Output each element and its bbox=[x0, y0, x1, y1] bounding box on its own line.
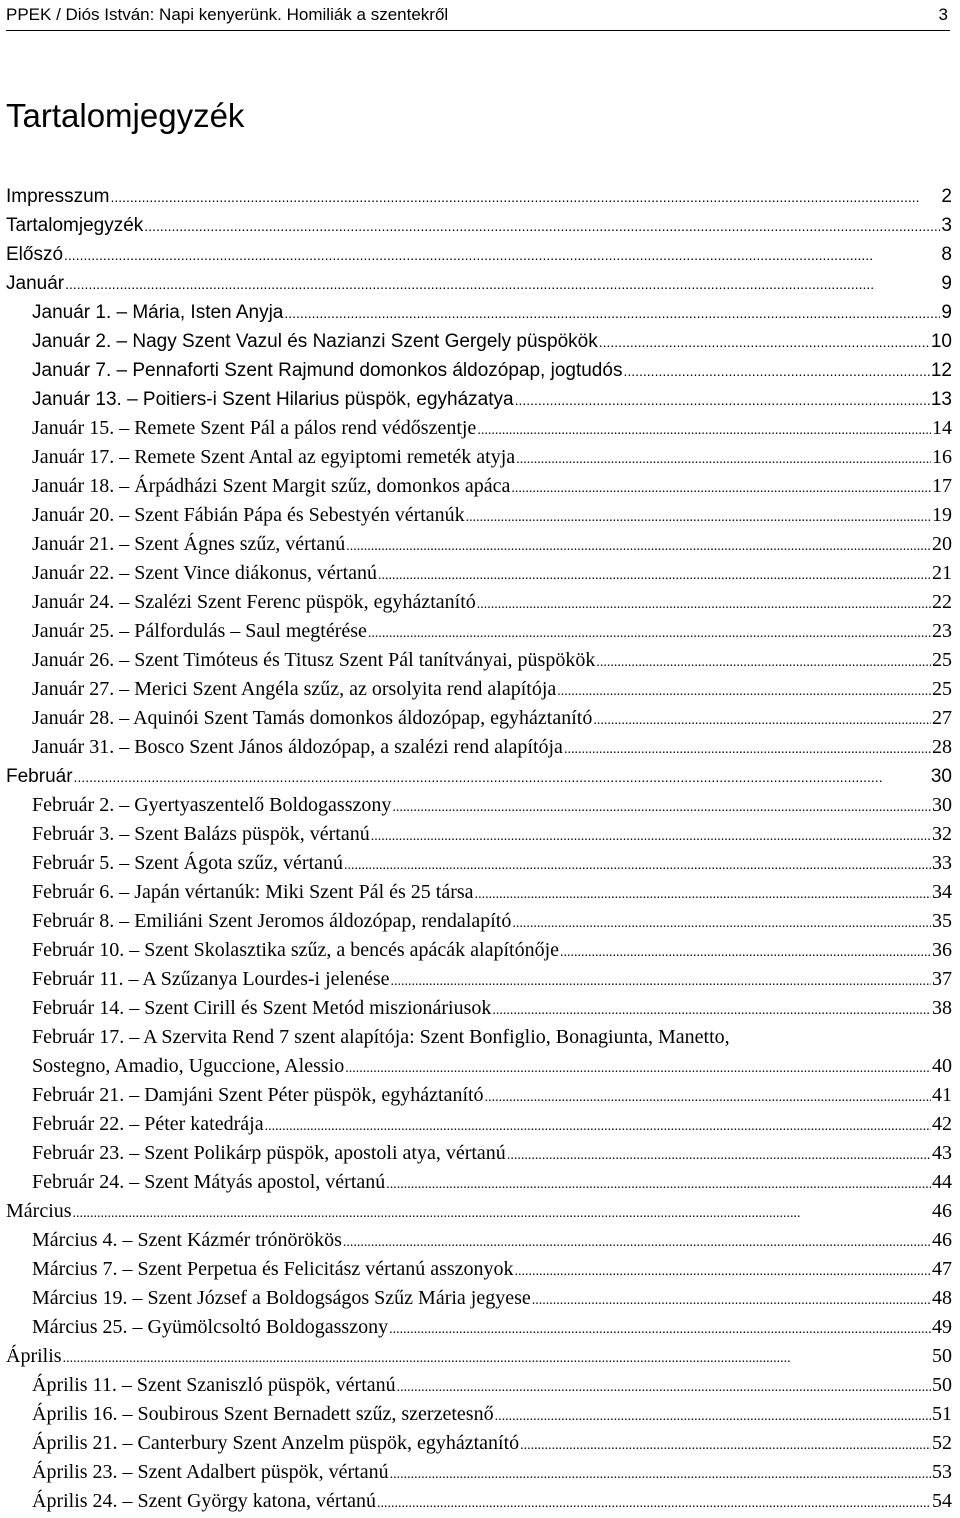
toc-dot-leader bbox=[389, 1313, 931, 1344]
toc-dot-leader bbox=[477, 414, 931, 445]
toc-section-entry[interactable] bbox=[6, 1342, 952, 1371]
toc-entry-title: Január 20. – Szent Fábián Pápa és Sebestyén vértanúk bbox=[32, 504, 465, 526]
toc-dot-leader bbox=[64, 240, 940, 270]
toc-page-number: 50 bbox=[932, 1345, 952, 1367]
toc-entry-title: Január 2. – Nagy Szent Vazul és Nazianzi Szent Gergely püspökök bbox=[32, 331, 598, 352]
toc-entry-title: Április 23. – Szent Adalbert püspök, vértanú bbox=[32, 1461, 389, 1483]
toc-entry[interactable] bbox=[6, 356, 952, 385]
toc-page-number: 21 bbox=[932, 562, 952, 584]
toc-page-number: 47 bbox=[932, 1258, 952, 1280]
toc-page-number: 42 bbox=[932, 1113, 952, 1135]
toc-page-number: 51 bbox=[932, 1403, 952, 1425]
toc-dot-leader bbox=[507, 1139, 931, 1170]
toc-entry-title: Január 26. – Szent Timóteus és Titusz Szent Pál tanítványai, püspökök bbox=[32, 649, 596, 671]
toc-dot-leader bbox=[485, 1081, 931, 1112]
toc-page-number: 3 bbox=[941, 215, 952, 236]
toc-page-number: 46 bbox=[932, 1229, 952, 1251]
toc-entry-title: Január 21. – Szent Ágnes szűz, vértanú bbox=[32, 533, 346, 555]
toc-entry[interactable] bbox=[6, 327, 952, 356]
toc-entry[interactable] bbox=[6, 298, 952, 327]
toc-page-number: 23 bbox=[932, 620, 952, 642]
toc-page-number: 50 bbox=[932, 1374, 952, 1396]
toc-page-number: 43 bbox=[932, 1142, 952, 1164]
toc-entry[interactable] bbox=[6, 704, 952, 733]
toc-section-entry[interactable] bbox=[6, 240, 952, 269]
toc-section-entry[interactable] bbox=[6, 269, 952, 298]
toc-entry-title: Január 27. – Merici Szent Angéla szűz, az orsolyita rend alapítója bbox=[32, 678, 557, 700]
toc-dot-leader bbox=[377, 1487, 931, 1518]
toc-page-number: 32 bbox=[932, 823, 952, 845]
header-title: PPEK / Diós István: Napi kenyerünk. Homiliák a szentekről bbox=[6, 5, 449, 24]
toc-page-number: 20 bbox=[932, 533, 952, 555]
toc-entry[interactable] bbox=[6, 1226, 952, 1255]
toc-page-number: 33 bbox=[932, 852, 952, 874]
toc-entry-title: Impresszum bbox=[6, 186, 110, 207]
toc-entry-title: Február 8. – Emiliáni Szent Jeromos áldozópap, rendalapító bbox=[32, 910, 512, 932]
toc-entry-title: Február 23. – Szent Polikárp püspök, apostoli atya, vértanú bbox=[32, 1142, 506, 1164]
toc-entry-title: Tartalomjegyzék bbox=[6, 215, 144, 236]
toc-dot-leader bbox=[512, 907, 931, 938]
toc-entry-title: Január 28. – Aquinói Szent Tamás domonkos áldozópap, egyháztanító bbox=[32, 707, 593, 729]
toc-entry[interactable] bbox=[6, 385, 952, 414]
toc-page-number: 13 bbox=[930, 389, 952, 410]
toc-entry-title: Február 17. – A Szervita Rend 7 szent alapítója: Szent Bonfiglio, Bonagiunta, Manetto, bbox=[32, 1026, 730, 1048]
toc-entry-title: Február 14. – Szent Cirill és Szent Metód miszionáriusok bbox=[32, 997, 492, 1019]
toc-entry[interactable] bbox=[6, 1313, 952, 1342]
toc-page-number: 27 bbox=[932, 707, 952, 729]
toc-entry-title: Február 3. – Szent Balázs püspök, vértanú bbox=[32, 823, 370, 845]
toc-entry[interactable] bbox=[6, 559, 952, 588]
toc-entry-title-continued: Sostegno, Amadio, Uguccione, Alessio bbox=[32, 1055, 345, 1077]
toc-entry-title: Előszó bbox=[6, 244, 64, 265]
toc-entry[interactable] bbox=[6, 1255, 952, 1284]
toc-entry-title: Február 24. – Szent Mátyás apostol, vértanú bbox=[32, 1171, 386, 1193]
toc-dot-leader bbox=[345, 1052, 931, 1083]
toc-page-number: 37 bbox=[932, 968, 952, 990]
toc-entry-title: Február 2. – Gyertyaszentelő Boldogasszony bbox=[32, 794, 392, 816]
toc-entry[interactable] bbox=[6, 907, 952, 936]
toc-page-number: 41 bbox=[932, 1084, 952, 1106]
toc-entry[interactable] bbox=[6, 965, 952, 994]
toc-page-number: 19 bbox=[932, 504, 952, 526]
toc-entry[interactable] bbox=[6, 472, 952, 501]
toc-dot-leader bbox=[557, 675, 931, 706]
toc-page-number: 52 bbox=[932, 1432, 952, 1454]
toc-entry-title: Március 7. – Szent Perpetua és Felicitász vértanú asszonyok bbox=[32, 1258, 514, 1280]
toc-entry-title: Január 31. – Bosco Szent János áldozópap, a szalézi rend alapítója bbox=[32, 736, 563, 758]
toc-dot-leader bbox=[466, 501, 931, 532]
toc-page-number: 35 bbox=[932, 910, 952, 932]
toc-page-number: 14 bbox=[932, 417, 952, 439]
toc-entry[interactable] bbox=[6, 733, 952, 762]
toc-page-number: 46 bbox=[932, 1200, 952, 1222]
toc-entry[interactable] bbox=[6, 1110, 952, 1139]
toc-entry-title: Április bbox=[6, 1345, 62, 1367]
toc-entry[interactable] bbox=[6, 1023, 952, 1081]
toc-dot-leader bbox=[74, 762, 930, 792]
toc-entry-title: Április 24. – Szent György katona, vértanú bbox=[32, 1490, 377, 1512]
toc-dot-leader bbox=[492, 994, 931, 1025]
toc-page-number: 44 bbox=[932, 1171, 952, 1193]
page-header bbox=[6, 0, 950, 31]
toc-page-number: 9 bbox=[941, 302, 952, 323]
table-of-contents bbox=[6, 182, 952, 1516]
toc-entry[interactable] bbox=[6, 1400, 952, 1429]
toc-dot-leader bbox=[344, 849, 931, 880]
toc-dot-leader bbox=[599, 327, 930, 357]
toc-page-number: 2 bbox=[941, 186, 952, 207]
toc-page-number: 30 bbox=[932, 794, 952, 816]
toc-dot-leader bbox=[390, 1458, 931, 1489]
toc-dot-leader bbox=[515, 385, 930, 415]
toc-entry[interactable] bbox=[6, 1487, 952, 1516]
toc-entry[interactable] bbox=[6, 588, 952, 617]
toc-entry[interactable] bbox=[6, 849, 952, 878]
toc-entry[interactable] bbox=[6, 1081, 952, 1110]
toc-entry-title: Február bbox=[6, 766, 73, 787]
toc-dot-leader bbox=[623, 356, 929, 386]
toc-section-entry[interactable] bbox=[6, 1197, 952, 1226]
toc-dot-leader bbox=[495, 1400, 931, 1431]
toc-entry-title: Január 13. – Poitiers-i Szent Hilarius püspök, egyházatya bbox=[32, 389, 514, 410]
toc-entry[interactable] bbox=[6, 501, 952, 530]
toc-dot-leader bbox=[63, 1342, 931, 1373]
toc-page-number: 16 bbox=[932, 446, 952, 468]
toc-dot-leader bbox=[65, 269, 940, 299]
toc-entry-title: Április 11. – Szent Szaniszló püspök, vértanú bbox=[32, 1374, 396, 1396]
toc-entry[interactable] bbox=[6, 1429, 952, 1458]
toc-page-number: 34 bbox=[932, 881, 952, 903]
toc-dot-leader bbox=[516, 443, 931, 474]
toc-entry-title: Január 18. – Árpádházi Szent Margit szűz, domonkos apáca bbox=[32, 475, 511, 497]
toc-dot-leader bbox=[386, 1168, 931, 1199]
toc-entry-title: Április 16. – Soubirous Szent Bernadett szűz, szerzetesnő bbox=[32, 1403, 494, 1425]
toc-dot-leader bbox=[346, 530, 931, 561]
toc-entry-title: Március 4. – Szent Kázmér trónörökös bbox=[32, 1229, 342, 1251]
toc-entry[interactable] bbox=[6, 791, 952, 820]
toc-entry[interactable] bbox=[6, 617, 952, 646]
toc-page-number: 10 bbox=[930, 331, 952, 352]
toc-entry[interactable] bbox=[6, 1284, 952, 1313]
toc-entry-title: Január 24. – Szalézi Szent Ferenc püspök, egyháztanító bbox=[32, 591, 476, 613]
header-page-number: 3 bbox=[938, 5, 948, 24]
toc-dot-leader bbox=[390, 965, 931, 996]
toc-entry[interactable] bbox=[6, 878, 952, 907]
toc-entry-title: Január 22. – Szent Vince diákonus, vértanú bbox=[32, 562, 378, 584]
toc-entry[interactable] bbox=[6, 1371, 952, 1400]
toc-entry-title: Január 7. – Pennaforti Szent Rajmund domonkos áldozópap, jogtudós bbox=[32, 360, 623, 381]
toc-entry-title: Január bbox=[6, 273, 65, 294]
toc-dot-leader bbox=[144, 211, 940, 241]
toc-dot-leader bbox=[368, 617, 931, 648]
toc-section-entry[interactable] bbox=[6, 211, 952, 240]
toc-page-number: 53 bbox=[932, 1461, 952, 1483]
toc-dot-leader bbox=[564, 733, 931, 764]
toc-entry[interactable] bbox=[6, 646, 952, 675]
toc-entry-title: Február 21. – Damjáni Szent Péter püspök, egyháztanító bbox=[32, 1084, 484, 1106]
toc-entry-title: Január 25. – Pálfordulás – Saul megtérése bbox=[32, 620, 367, 642]
toc-entry-title: Március 25. – Gyümölcsoltó Boldogasszony bbox=[32, 1316, 389, 1338]
toc-entry[interactable] bbox=[6, 1458, 952, 1487]
toc-page-number: 36 bbox=[932, 939, 952, 961]
toc-entry[interactable] bbox=[6, 1139, 952, 1168]
toc-dot-leader bbox=[515, 1255, 931, 1286]
toc-entry-title: Február 6. – Japán vértanúk: Miki Szent Pál és 25 társa bbox=[32, 881, 474, 903]
toc-dot-leader bbox=[397, 1371, 931, 1402]
toc-entry[interactable] bbox=[6, 820, 952, 849]
toc-page-number: 28 bbox=[932, 736, 952, 758]
toc-dot-leader bbox=[596, 646, 931, 677]
toc-dot-leader bbox=[73, 1197, 931, 1228]
toc-page-number: 49 bbox=[932, 1316, 952, 1338]
toc-entry[interactable] bbox=[6, 414, 952, 443]
toc-page-number: 17 bbox=[932, 475, 952, 497]
toc-dot-leader bbox=[475, 878, 931, 909]
toc-dot-leader bbox=[371, 820, 931, 851]
toc-dot-leader bbox=[378, 559, 931, 590]
toc-dot-leader bbox=[560, 936, 931, 967]
toc-entry-title: Március bbox=[6, 1200, 72, 1222]
toc-entry-title: Január 1. – Mária, Isten Anyja bbox=[32, 302, 284, 323]
toc-entry-title: Január 17. – Remete Szent Antal az egyiptomi remeték atyja bbox=[32, 446, 516, 468]
toc-entry-title: Január 15. – Remete Szent Pál a pálos rend védőszentje bbox=[32, 417, 477, 439]
page-title: Tartalomjegyzék bbox=[6, 97, 245, 134]
toc-dot-leader bbox=[520, 1429, 931, 1460]
toc-section-entry[interactable] bbox=[6, 762, 952, 791]
toc-page-number: 40 bbox=[932, 1055, 952, 1077]
toc-dot-leader bbox=[477, 588, 931, 619]
toc-page-number: 38 bbox=[932, 997, 952, 1019]
toc-page-number: 54 bbox=[932, 1490, 952, 1512]
toc-entry[interactable] bbox=[6, 675, 952, 704]
toc-dot-leader bbox=[593, 704, 931, 735]
toc-dot-leader bbox=[511, 472, 931, 503]
toc-page-number: 22 bbox=[932, 591, 952, 613]
toc-dot-leader bbox=[265, 1110, 931, 1141]
toc-page-number: 30 bbox=[930, 766, 952, 787]
toc-page-number: 12 bbox=[930, 360, 952, 381]
toc-entry[interactable] bbox=[6, 994, 952, 1023]
toc-page-number: 48 bbox=[932, 1287, 952, 1309]
toc-section-entry[interactable] bbox=[6, 182, 952, 211]
toc-entry[interactable] bbox=[6, 1168, 952, 1197]
toc-dot-leader bbox=[284, 298, 940, 328]
toc-dot-leader bbox=[343, 1226, 931, 1257]
toc-entry[interactable] bbox=[6, 443, 952, 472]
toc-dot-leader bbox=[110, 182, 940, 212]
toc-entry-title: Február 10. – Szent Skolasztika szűz, a bencés apácák alapítónője bbox=[32, 939, 560, 961]
toc-entry-title: Március 19. – Szent József a Boldogságos Szűz Mária jegyese bbox=[32, 1287, 531, 1309]
toc-page-number: 8 bbox=[941, 244, 952, 265]
toc-entry-title: Február 22. – Péter katedrája bbox=[32, 1113, 264, 1135]
toc-dot-leader bbox=[392, 791, 931, 822]
toc-page-number: 9 bbox=[941, 273, 952, 294]
toc-entry[interactable] bbox=[6, 530, 952, 559]
toc-page-number: 25 bbox=[932, 649, 952, 671]
toc-dot-leader bbox=[532, 1284, 931, 1315]
toc-entry-title: Április 21. – Canterbury Szent Anzelm püspök, egyháztanító bbox=[32, 1432, 520, 1454]
toc-entry[interactable] bbox=[6, 936, 952, 965]
toc-page-number: 25 bbox=[932, 678, 952, 700]
toc-entry-title: Február 11. – A Szűzanya Lourdes-i jelenése bbox=[32, 968, 390, 990]
toc-entry-title: Február 5. – Szent Ágota szűz, vértanú bbox=[32, 852, 344, 874]
